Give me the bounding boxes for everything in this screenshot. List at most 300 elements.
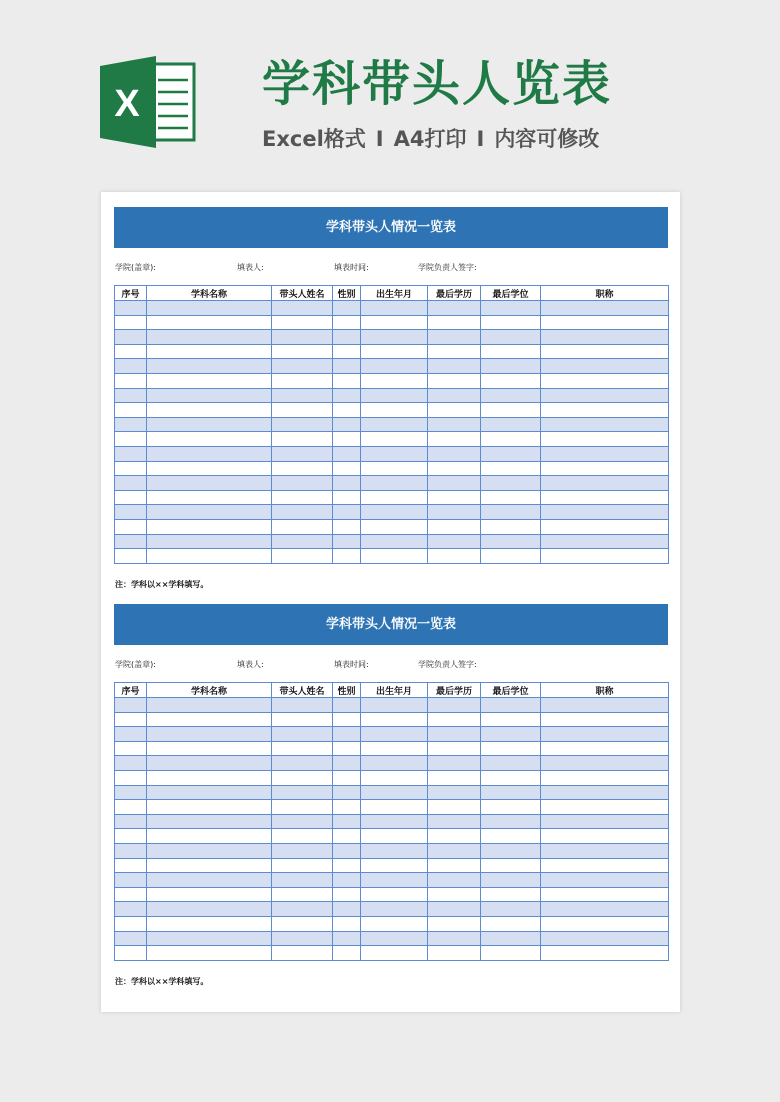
table-cell[interactable] [361, 785, 428, 800]
table-cell[interactable] [272, 315, 333, 330]
table-cell[interactable] [481, 446, 541, 461]
table-cell[interactable] [361, 916, 428, 931]
table-cell[interactable] [361, 388, 428, 403]
table-cell[interactable] [115, 887, 147, 902]
table-cell[interactable] [272, 916, 333, 931]
table-cell[interactable] [541, 388, 669, 403]
table-cell[interactable] [361, 476, 428, 491]
table-cell[interactable] [481, 858, 541, 873]
table-cell[interactable] [361, 549, 428, 564]
table-cell[interactable] [147, 373, 272, 388]
table-cell[interactable] [541, 712, 669, 727]
table-cell[interactable] [147, 417, 272, 432]
table-cell[interactable] [147, 741, 272, 756]
table-cell[interactable] [541, 417, 669, 432]
table-cell[interactable] [272, 858, 333, 873]
table-cell[interactable] [481, 800, 541, 815]
table-cell[interactable] [147, 770, 272, 785]
table-cell[interactable] [272, 359, 333, 374]
table-cell[interactable] [541, 519, 669, 534]
table-cell[interactable] [481, 756, 541, 771]
table-cell[interactable] [272, 490, 333, 505]
table-cell[interactable] [272, 330, 333, 345]
table-row [115, 727, 669, 742]
table-cell[interactable] [428, 785, 481, 800]
table-cell[interactable] [115, 549, 147, 564]
table-cell[interactable] [333, 432, 361, 447]
table-cell[interactable] [428, 330, 481, 345]
table-cell[interactable] [361, 887, 428, 902]
table-cell[interactable] [147, 727, 272, 742]
meta-college: 学院(盖章): [115, 660, 156, 669]
table-cell[interactable] [115, 727, 147, 742]
table-cell[interactable] [481, 902, 541, 917]
table-cell[interactable] [147, 534, 272, 549]
table-cell[interactable] [361, 931, 428, 946]
table-cell[interactable] [481, 549, 541, 564]
table-cell[interactable] [272, 417, 333, 432]
table-cell[interactable] [272, 770, 333, 785]
table-cell[interactable] [333, 698, 361, 713]
table-cell[interactable] [481, 534, 541, 549]
table-cell[interactable] [147, 858, 272, 873]
table-cell[interactable] [333, 373, 361, 388]
table-cell[interactable] [361, 814, 428, 829]
table-cell[interactable] [115, 946, 147, 961]
table-cell[interactable] [361, 301, 428, 316]
table-row [115, 785, 669, 800]
table-cell[interactable] [115, 301, 147, 316]
table-cell[interactable] [272, 549, 333, 564]
table-cell[interactable] [541, 403, 669, 418]
table-cell[interactable] [428, 770, 481, 785]
table-cell[interactable] [541, 770, 669, 785]
table-cell[interactable] [541, 373, 669, 388]
table-cell[interactable] [115, 785, 147, 800]
table-cell[interactable] [481, 519, 541, 534]
table-cell[interactable] [428, 814, 481, 829]
table-cell[interactable] [541, 549, 669, 564]
table-cell[interactable] [428, 388, 481, 403]
table-cell[interactable] [333, 388, 361, 403]
table-cell[interactable] [147, 756, 272, 771]
table-cell[interactable] [147, 931, 272, 946]
table-cell[interactable] [333, 344, 361, 359]
table-cell[interactable] [428, 727, 481, 742]
table-cell[interactable] [333, 301, 361, 316]
table-cell[interactable] [481, 301, 541, 316]
table-cell[interactable] [147, 902, 272, 917]
table-cell[interactable] [541, 931, 669, 946]
table-cell[interactable] [541, 461, 669, 476]
table-cell[interactable] [115, 843, 147, 858]
table-cell[interactable] [361, 359, 428, 374]
table-cell[interactable] [115, 344, 147, 359]
table-cell[interactable] [541, 698, 669, 713]
table-cell[interactable] [481, 461, 541, 476]
table-cell[interactable] [481, 344, 541, 359]
table-cell[interactable] [481, 785, 541, 800]
table-cell[interactable] [333, 756, 361, 771]
table-cell[interactable] [428, 315, 481, 330]
table-cell[interactable] [481, 432, 541, 447]
table-cell[interactable] [115, 712, 147, 727]
table-cell[interactable] [361, 756, 428, 771]
table-cell[interactable] [541, 873, 669, 888]
table-cell[interactable] [481, 843, 541, 858]
table-cell[interactable] [147, 843, 272, 858]
table-cell[interactable] [361, 858, 428, 873]
table-cell[interactable] [115, 505, 147, 520]
table-cell[interactable] [147, 698, 272, 713]
table-cell[interactable] [428, 916, 481, 931]
table-cell[interactable] [541, 727, 669, 742]
table-cell[interactable] [361, 727, 428, 742]
table-cell[interactable] [428, 800, 481, 815]
table-cell[interactable] [147, 344, 272, 359]
table-cell[interactable] [333, 315, 361, 330]
table-cell[interactable] [361, 505, 428, 520]
table-cell[interactable] [147, 476, 272, 491]
table-cell[interactable] [272, 902, 333, 917]
table-cell[interactable] [333, 403, 361, 418]
table-row [115, 916, 669, 931]
table-cell[interactable] [541, 432, 669, 447]
table-cell[interactable] [272, 727, 333, 742]
table-cell[interactable] [272, 829, 333, 844]
table-cell[interactable] [115, 461, 147, 476]
table-cell[interactable] [361, 873, 428, 888]
table-cell[interactable] [361, 946, 428, 961]
table-cell[interactable] [541, 344, 669, 359]
table-cell[interactable] [428, 505, 481, 520]
table-cell[interactable] [541, 800, 669, 815]
table-cell[interactable] [272, 373, 333, 388]
table-cell[interactable] [333, 843, 361, 858]
table-cell[interactable] [147, 403, 272, 418]
table-cell[interactable] [147, 916, 272, 931]
table-cell[interactable] [481, 873, 541, 888]
table-cell[interactable] [333, 916, 361, 931]
table-cell[interactable] [147, 800, 272, 815]
table-cell[interactable] [272, 476, 333, 491]
table-cell[interactable] [333, 800, 361, 815]
table-cell[interactable] [147, 873, 272, 888]
table-cell[interactable] [333, 417, 361, 432]
table-cell[interactable] [333, 446, 361, 461]
table-cell[interactable] [272, 432, 333, 447]
table-cell[interactable] [333, 490, 361, 505]
table-cell[interactable] [361, 373, 428, 388]
table-cell[interactable] [147, 785, 272, 800]
table-cell[interactable] [272, 534, 333, 549]
table-cell[interactable] [481, 727, 541, 742]
table-cell[interactable] [428, 902, 481, 917]
table-cell[interactable] [428, 344, 481, 359]
table-row [115, 931, 669, 946]
table-cell[interactable] [147, 301, 272, 316]
table-cell[interactable] [333, 887, 361, 902]
table-cell[interactable] [115, 417, 147, 432]
table-cell[interactable] [115, 359, 147, 374]
table-cell[interactable] [361, 403, 428, 418]
table-cell[interactable] [428, 432, 481, 447]
table-cell[interactable] [147, 330, 272, 345]
table-cell[interactable] [481, 505, 541, 520]
table-cell[interactable] [428, 461, 481, 476]
table-cell[interactable] [115, 698, 147, 713]
table-cell[interactable] [541, 814, 669, 829]
table-cell[interactable] [361, 432, 428, 447]
table-cell[interactable] [272, 461, 333, 476]
table-cell[interactable] [272, 887, 333, 902]
table-cell[interactable] [115, 432, 147, 447]
table-cell[interactable] [481, 887, 541, 902]
table-cell[interactable] [481, 741, 541, 756]
table-cell[interactable] [481, 770, 541, 785]
table-cell[interactable] [541, 741, 669, 756]
table-cell[interactable] [333, 330, 361, 345]
table-cell[interactable] [272, 388, 333, 403]
table-cell[interactable] [333, 727, 361, 742]
table-cell[interactable] [481, 829, 541, 844]
table-cell[interactable] [361, 461, 428, 476]
table-cell[interactable] [115, 330, 147, 345]
table-cell[interactable] [147, 549, 272, 564]
table-cell[interactable] [428, 843, 481, 858]
table-cell[interactable] [361, 519, 428, 534]
table-cell[interactable] [115, 873, 147, 888]
table-row [115, 770, 669, 785]
table-cell[interactable] [428, 698, 481, 713]
table-cell[interactable] [428, 946, 481, 961]
table-cell[interactable] [428, 858, 481, 873]
table-row [115, 359, 669, 374]
table-cell[interactable] [333, 359, 361, 374]
table-cell[interactable] [272, 873, 333, 888]
table-cell[interactable] [333, 814, 361, 829]
table-cell[interactable] [333, 770, 361, 785]
table-cell[interactable] [272, 712, 333, 727]
table-cell[interactable] [541, 301, 669, 316]
table-cell[interactable] [115, 916, 147, 931]
table-cell[interactable] [115, 534, 147, 549]
table-cell[interactable] [481, 916, 541, 931]
table-cell[interactable] [272, 800, 333, 815]
table-cell[interactable] [115, 858, 147, 873]
table-cell[interactable] [428, 519, 481, 534]
table-cell[interactable] [541, 446, 669, 461]
table-cell[interactable] [541, 330, 669, 345]
table-cell[interactable] [115, 476, 147, 491]
table-cell[interactable] [541, 756, 669, 771]
table-cell[interactable] [333, 931, 361, 946]
table-cell[interactable] [272, 519, 333, 534]
table-cell[interactable] [541, 359, 669, 374]
table-cell[interactable] [541, 829, 669, 844]
table-cell[interactable] [115, 741, 147, 756]
table-cell[interactable] [481, 315, 541, 330]
table-cell[interactable] [541, 476, 669, 491]
table-cell[interactable] [428, 873, 481, 888]
table-cell[interactable] [272, 446, 333, 461]
table-cell[interactable] [272, 505, 333, 520]
table-cell[interactable] [333, 549, 361, 564]
table-cell[interactable] [428, 490, 481, 505]
table-cell[interactable] [428, 756, 481, 771]
table-cell[interactable] [481, 417, 541, 432]
table-cell[interactable] [481, 373, 541, 388]
page-title: 学科带头人览表 [262, 56, 613, 112]
table-cell[interactable] [361, 800, 428, 815]
table-cell[interactable] [115, 446, 147, 461]
table-cell[interactable] [333, 829, 361, 844]
table-cell[interactable] [541, 887, 669, 902]
table-cell[interactable] [541, 490, 669, 505]
table-cell[interactable] [541, 902, 669, 917]
table-cell[interactable] [147, 315, 272, 330]
table-row [115, 887, 669, 902]
table-cell[interactable] [333, 505, 361, 520]
table-cell[interactable] [272, 741, 333, 756]
table-cell[interactable] [147, 446, 272, 461]
table-cell[interactable] [333, 534, 361, 549]
table-cell[interactable] [333, 741, 361, 756]
table-cell[interactable] [115, 902, 147, 917]
table-cell[interactable] [361, 698, 428, 713]
table-cell[interactable] [481, 403, 541, 418]
table-cell[interactable] [428, 359, 481, 374]
table-cell[interactable] [481, 712, 541, 727]
table-cell[interactable] [272, 756, 333, 771]
table-cell[interactable] [428, 476, 481, 491]
table-cell[interactable] [147, 461, 272, 476]
table-cell[interactable] [541, 843, 669, 858]
table-cell[interactable] [361, 315, 428, 330]
table-cell[interactable] [361, 843, 428, 858]
table-cell[interactable] [361, 490, 428, 505]
table-cell[interactable] [147, 946, 272, 961]
table-cell[interactable] [541, 946, 669, 961]
table-cell[interactable] [361, 770, 428, 785]
table-cell[interactable] [333, 858, 361, 873]
table-cell[interactable] [361, 330, 428, 345]
table-cell[interactable] [481, 388, 541, 403]
meta-date: 填表时间: [334, 263, 369, 272]
table-cell[interactable] [115, 315, 147, 330]
table-cell[interactable] [333, 946, 361, 961]
table-cell[interactable] [333, 902, 361, 917]
table-cell[interactable] [147, 359, 272, 374]
table-cell[interactable] [428, 446, 481, 461]
table-cell[interactable] [147, 490, 272, 505]
table-cell[interactable] [481, 490, 541, 505]
table-cell[interactable] [361, 344, 428, 359]
table-cell[interactable] [272, 301, 333, 316]
table-cell[interactable] [115, 373, 147, 388]
table-cell[interactable] [272, 843, 333, 858]
table-cell[interactable] [361, 902, 428, 917]
table-cell[interactable] [481, 814, 541, 829]
table-cell[interactable] [147, 814, 272, 829]
table-cell[interactable] [361, 741, 428, 756]
table-cell[interactable] [428, 301, 481, 316]
table-cell[interactable] [115, 931, 147, 946]
table-cell[interactable] [147, 388, 272, 403]
table-cell[interactable] [272, 344, 333, 359]
table-cell[interactable] [428, 829, 481, 844]
table-cell[interactable] [333, 461, 361, 476]
table-cell[interactable] [115, 519, 147, 534]
table-cell[interactable] [428, 549, 481, 564]
table-cell[interactable] [428, 931, 481, 946]
table-cell[interactable] [272, 814, 333, 829]
table-cell[interactable] [333, 873, 361, 888]
table-cell[interactable] [481, 698, 541, 713]
table-cell[interactable] [428, 741, 481, 756]
table-cell[interactable] [481, 359, 541, 374]
table-cell[interactable] [115, 756, 147, 771]
table-cell[interactable] [147, 432, 272, 447]
table-cell[interactable] [361, 534, 428, 549]
table-cell[interactable] [272, 698, 333, 713]
table-cell[interactable] [115, 770, 147, 785]
table-cell[interactable] [115, 388, 147, 403]
table-cell[interactable] [361, 417, 428, 432]
table-cell[interactable] [333, 476, 361, 491]
table-cell[interactable] [428, 373, 481, 388]
table-cell[interactable] [272, 931, 333, 946]
table-cell[interactable] [541, 916, 669, 931]
table-cell[interactable] [361, 446, 428, 461]
table-cell[interactable] [272, 403, 333, 418]
table-cell[interactable] [541, 785, 669, 800]
table-cell[interactable] [147, 829, 272, 844]
table-cell[interactable] [147, 887, 272, 902]
table-cell[interactable] [541, 858, 669, 873]
table-cell[interactable] [481, 931, 541, 946]
table-cell[interactable] [115, 490, 147, 505]
table-cell[interactable] [333, 712, 361, 727]
table-cell[interactable] [428, 534, 481, 549]
table-row [115, 344, 669, 359]
table-cell[interactable] [361, 829, 428, 844]
table-cell[interactable] [115, 814, 147, 829]
table-cell[interactable] [147, 519, 272, 534]
table-cell[interactable] [428, 417, 481, 432]
table-cell[interactable] [147, 505, 272, 520]
table-cell[interactable] [333, 785, 361, 800]
table-cell[interactable] [428, 887, 481, 902]
table-cell[interactable] [428, 712, 481, 727]
table-cell[interactable] [115, 800, 147, 815]
table-cell[interactable] [481, 476, 541, 491]
table-cell[interactable] [481, 946, 541, 961]
table-cell[interactable] [272, 946, 333, 961]
table-cell[interactable] [147, 712, 272, 727]
table-cell[interactable] [333, 519, 361, 534]
table-cell[interactable] [272, 785, 333, 800]
col-header: 最后学位 [481, 286, 541, 301]
table-cell[interactable] [115, 403, 147, 418]
table-cell[interactable] [481, 330, 541, 345]
table-cell[interactable] [541, 534, 669, 549]
table-cell[interactable] [428, 403, 481, 418]
table-cell[interactable] [361, 712, 428, 727]
table-cell[interactable] [115, 829, 147, 844]
table-cell[interactable] [541, 315, 669, 330]
table-cell[interactable] [541, 505, 669, 520]
